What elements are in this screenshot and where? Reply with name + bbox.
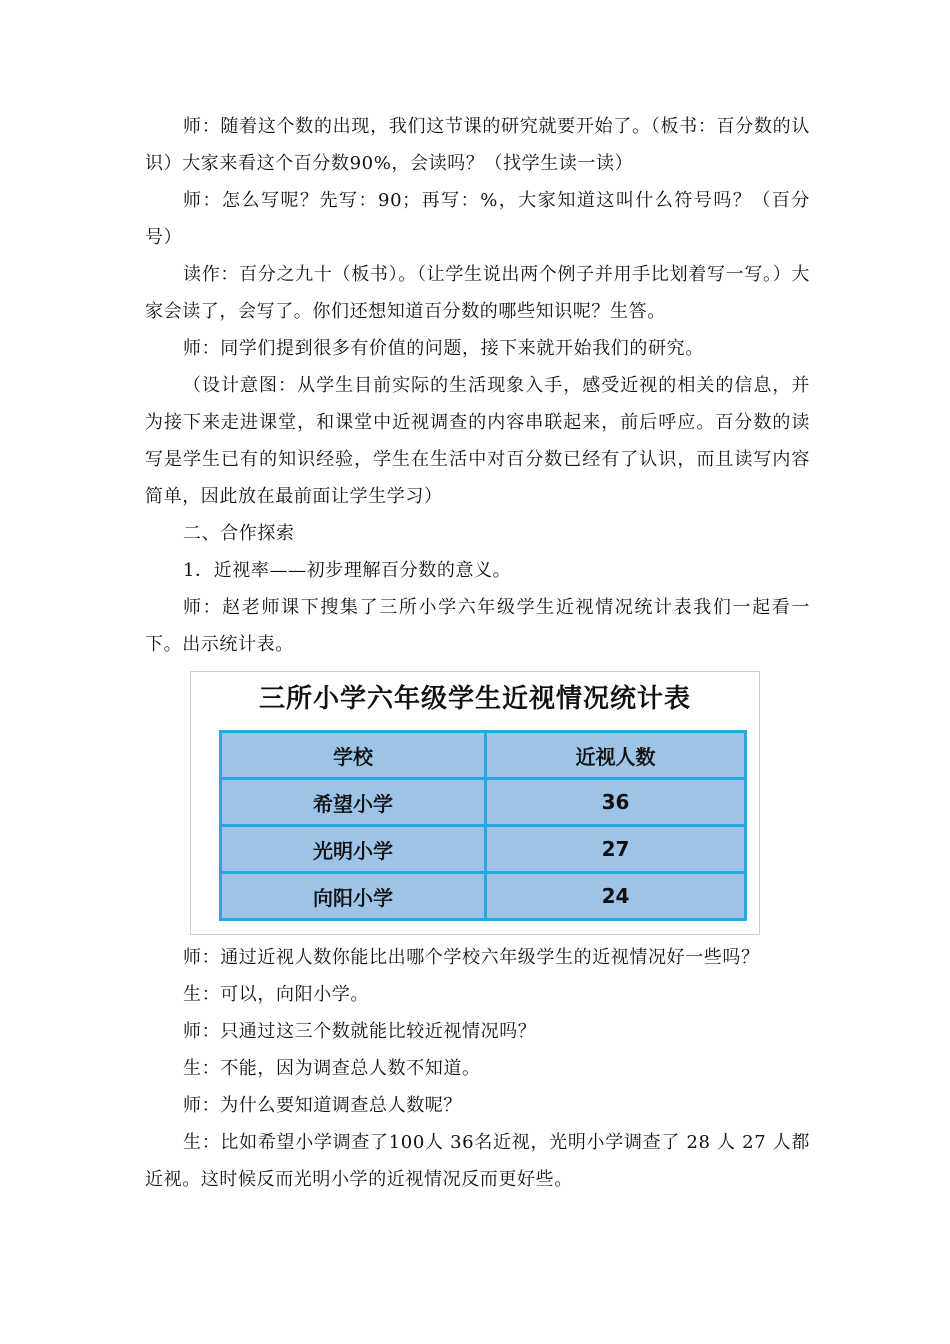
- design-intent-paragraph: （设计意图：从学生目前实际的生活现象入手，感受近视的相关的信息，并为接下来走进课堂，和课堂中近视调查的内容串联起来，前后呼应。百分数的读写是学生已有的知识经验，学生在生活中对百分数已经有了认识，而且读写内容简单，因此放在最前面让学生学习）: [145, 375, 810, 507]
- paragraph: 师：为什么要知道调查总人数呢？: [183, 1095, 462, 1116]
- paragraph: 师：同学们提到很多有价值的问题，接下来就开始我们的研究。: [183, 338, 704, 359]
- document-body: [145, 108, 810, 1198]
- count-cell: 36: [486, 779, 746, 826]
- table-row: [221, 826, 746, 873]
- figure-title: 三所小学六年级学生近视情况统计表: [258, 684, 691, 714]
- paragraph: 师：赵老师课下搜集了三所小学六年级学生近视情况统计表我们一起看一下。出示统计表。: [145, 597, 810, 655]
- header-cell-school: 学校: [221, 732, 486, 779]
- paragraph: 师：怎么写呢？先写：90；再写：%，大家知道这叫什么符号吗？（百分号）: [145, 190, 810, 248]
- paragraph: 生：可以，向阳小学。: [183, 984, 369, 1005]
- table-header-row: [221, 732, 746, 779]
- paragraph: 生：比如希望小学调查了100人 36名近视，光明小学调查了 28 人 27 人都近视。这时候反而光明小学的近视情况反而更好些。: [145, 1132, 810, 1190]
- school-cell: 光明小学: [221, 826, 486, 873]
- section-heading: 二、合作探索: [183, 523, 295, 544]
- count-cell: 24: [486, 873, 746, 920]
- myopia-statistics-table: [219, 730, 747, 921]
- school-cell: 希望小学: [221, 779, 486, 826]
- paragraph: 师：通过近视人数你能比出哪个学校六年级学生的近视情况好一些吗？: [183, 947, 760, 968]
- school-cell: 向阳小学: [221, 873, 486, 920]
- paragraph: 师：只通过这三个数就能比较近视情况吗？: [183, 1021, 537, 1042]
- paragraph: 读作：百分之九十（板书）。（让学生说出两个例子并用手比划着写一写。）大家会读了，会写了。你们还想知道百分数的哪些知识呢？生答。: [145, 264, 810, 322]
- paragraph: 生：不能，因为调查总人数不知道。: [183, 1058, 481, 1079]
- table-row: [221, 779, 746, 826]
- table-row: [221, 873, 746, 920]
- count-cell: 27: [486, 826, 746, 873]
- header-cell-count: 近视人数: [486, 732, 746, 779]
- paragraph: 师：随着这个数的出现，我们这节课的研究就要开始了。（板书：百分数的认识）大家来看这个百分数90%，会读吗？（找学生读一读）: [145, 116, 810, 174]
- statistics-table-figure: [190, 671, 760, 935]
- subsection-heading: 1．近视率——初步理解百分数的意义。: [183, 560, 512, 581]
